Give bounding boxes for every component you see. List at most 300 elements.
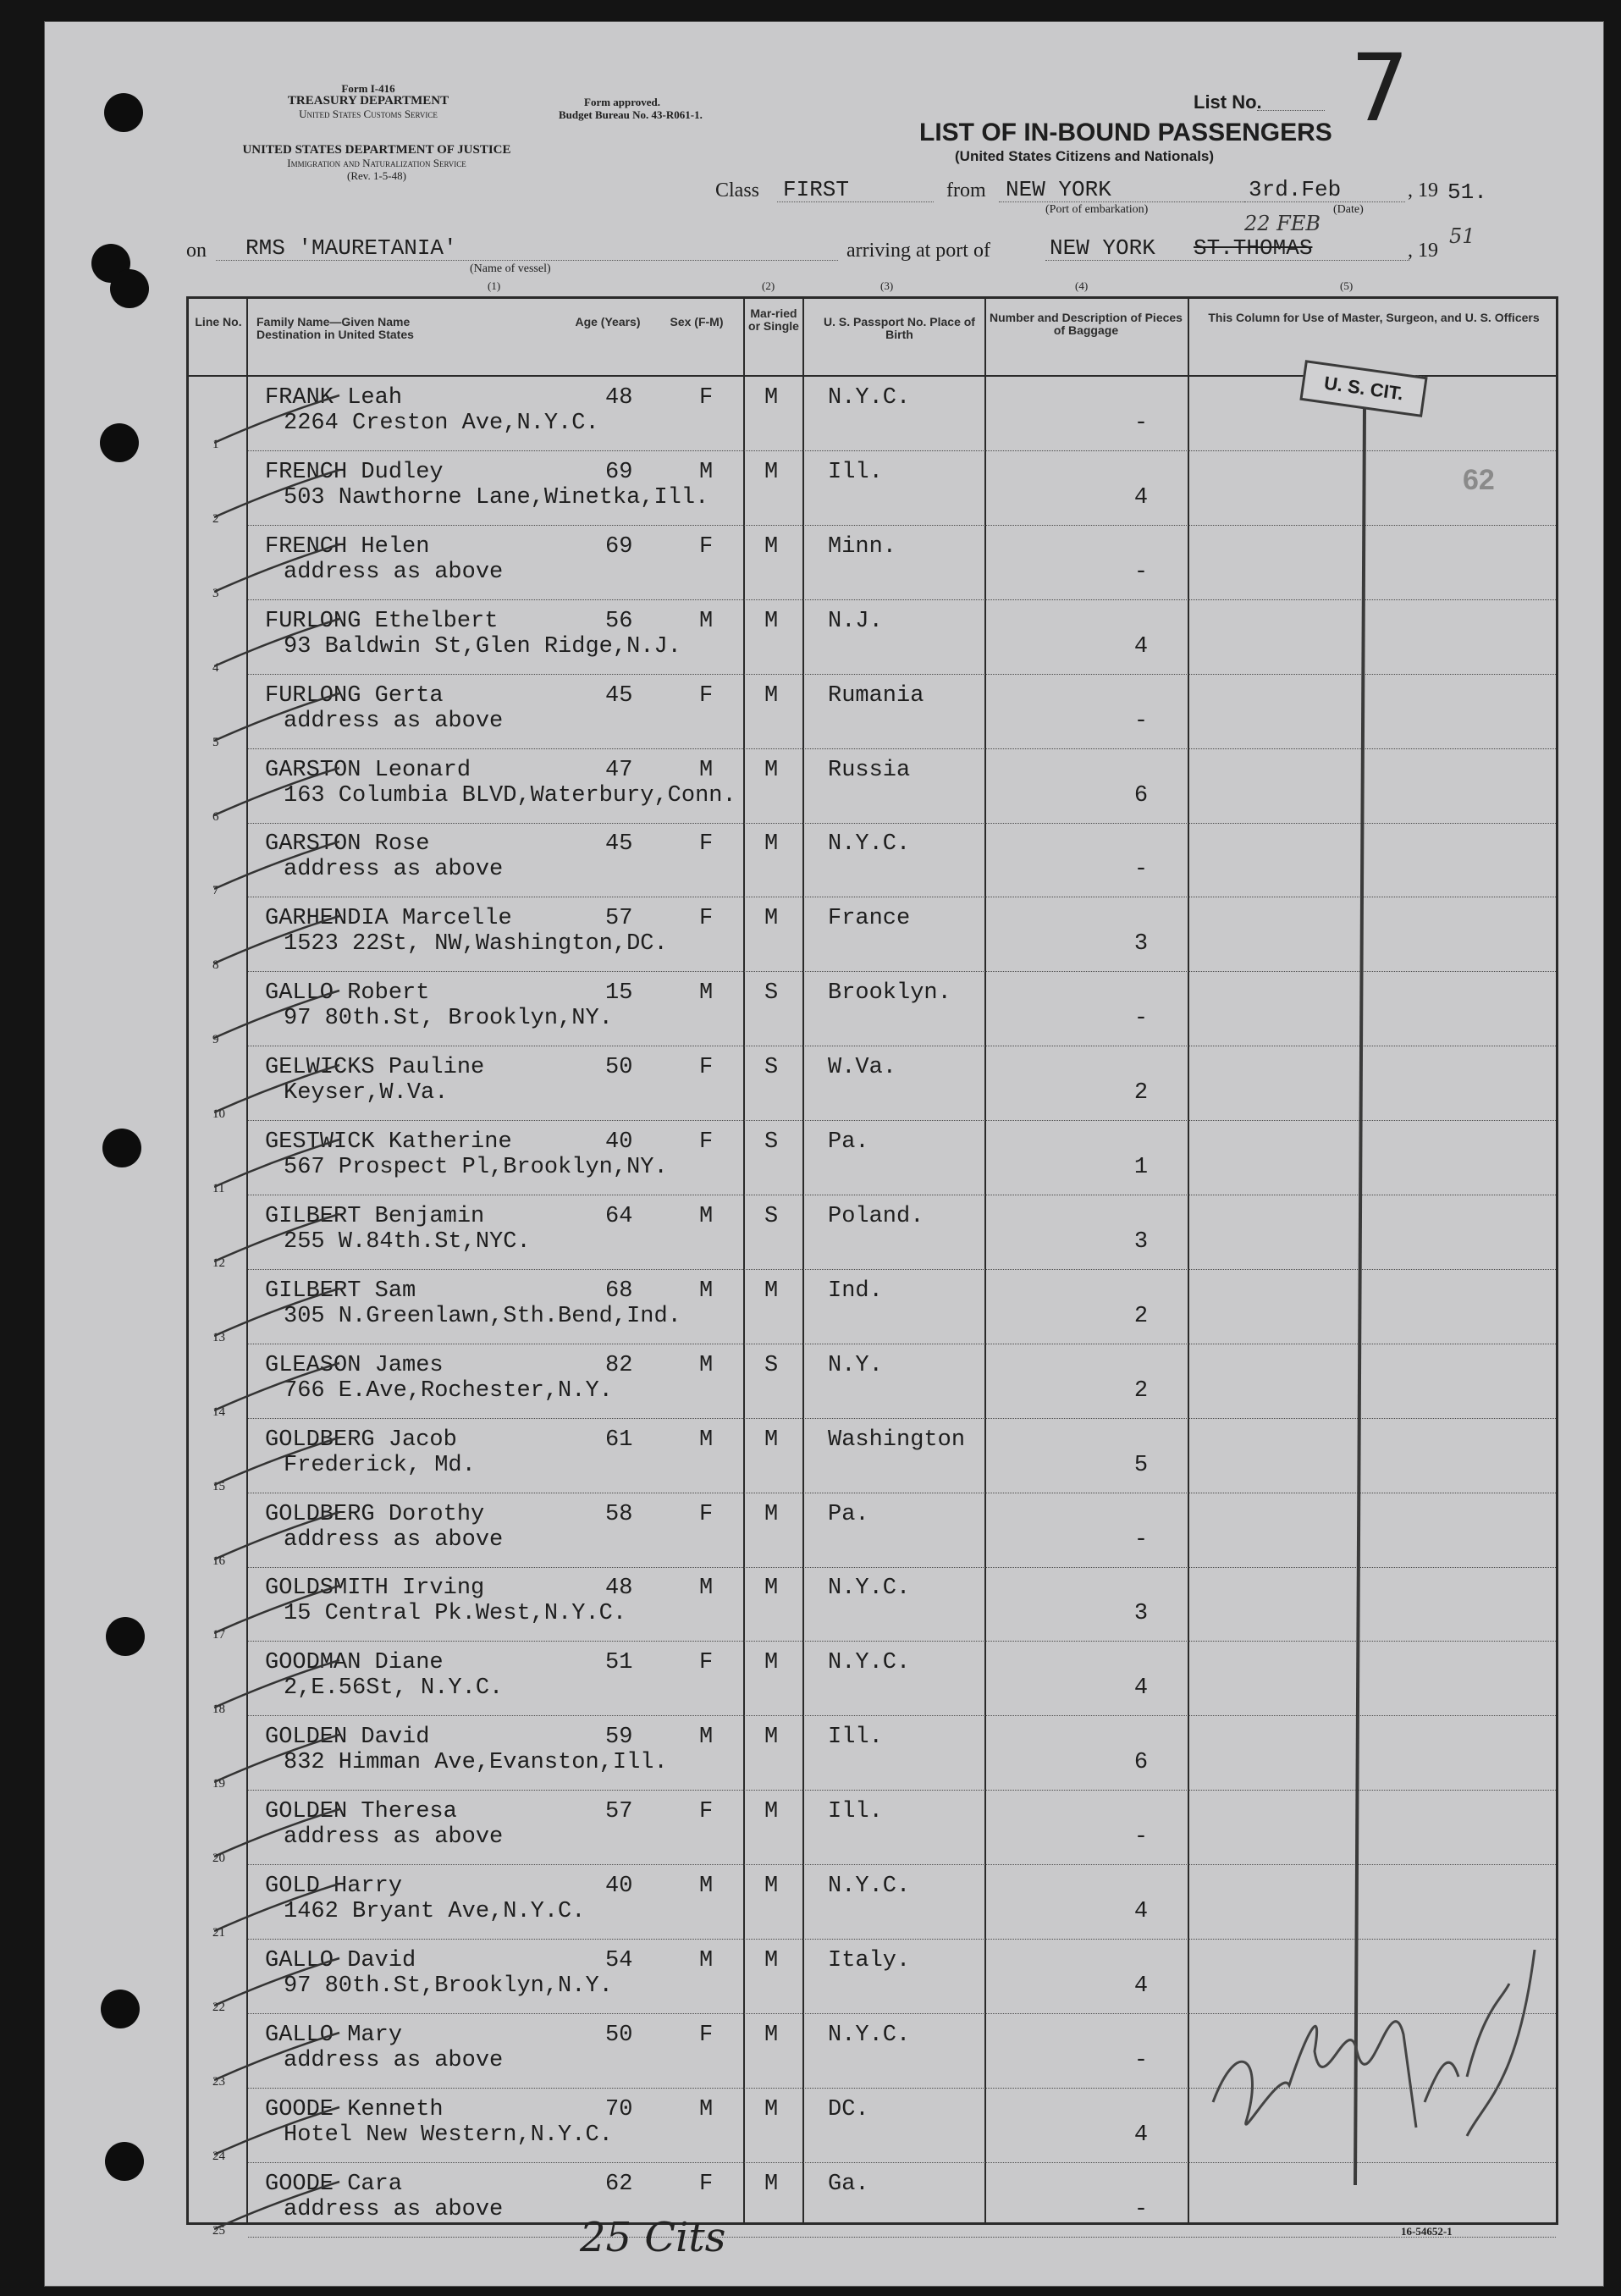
passenger-age: 69 [605, 459, 633, 485]
passenger-address: 1462 Bryant Ave,N.Y.C. [284, 1899, 586, 1924]
passenger-age: 61 [605, 1427, 633, 1453]
passenger-sex: M [699, 1352, 714, 1378]
passenger-row [189, 526, 1556, 600]
line-number: 8 [212, 958, 219, 973]
class-line [777, 201, 934, 202]
passenger-age: 47 [605, 757, 633, 783]
passenger-name: FURLONG Gerta [265, 682, 444, 709]
passenger-baggage: 6 [1133, 1750, 1149, 1776]
passenger-name: GELWICKS Pauline [265, 1055, 485, 1081]
line-number: 6 [212, 809, 219, 824]
passenger-row [189, 1270, 1556, 1344]
passenger-marital: S [764, 1352, 779, 1378]
passenger-birthplace: Minn. [828, 533, 897, 560]
passenger-baggage: 3 [1133, 1228, 1149, 1255]
passenger-row [189, 600, 1556, 675]
passenger-age: 48 [605, 1576, 633, 1602]
passenger-birthplace: Ga. [828, 2171, 869, 2197]
passenger-baggage: 4 [1133, 484, 1149, 511]
date-label: (Date) [1333, 203, 1364, 216]
form-header-left-2 [182, 144, 571, 182]
passenger-marital: S [764, 1129, 779, 1155]
line-number: 25 [212, 2223, 225, 2238]
from-label: from [946, 179, 986, 201]
passenger-address: Frederick, Md. [284, 1452, 476, 1478]
passenger-sex: M [699, 1947, 714, 1973]
passenger-birthplace: DC. [828, 2096, 869, 2122]
passenger-baggage: - [1133, 411, 1149, 436]
check-tick-mark [214, 468, 341, 519]
passenger-marital: M [764, 533, 779, 560]
form-number: Form I-416 [341, 82, 395, 95]
date-line [1244, 201, 1405, 202]
passenger-row [189, 1642, 1556, 1716]
passenger-row [189, 1865, 1556, 1940]
check-tick-mark [214, 1882, 341, 1933]
line-number: 20 [212, 1852, 225, 1866]
passenger-row [189, 972, 1556, 1046]
punch-hole [110, 269, 149, 308]
passenger-address: 255 W.84th.St,NYC. [284, 1228, 531, 1255]
line-number: 22 [212, 2000, 225, 2014]
passenger-name: FRENCH Helen [265, 533, 430, 560]
passenger-marital: M [764, 1501, 779, 1527]
passenger-name: GOLD Harry [265, 1874, 403, 1899]
passenger-baggage: 4 [1133, 2122, 1149, 2148]
passenger-marital: M [764, 1278, 779, 1304]
from-value: NEW YORK [1006, 177, 1111, 202]
passenger-birthplace: Poland. [828, 1203, 924, 1229]
line-number: 23 [212, 2074, 225, 2089]
passenger-sex: M [699, 1725, 714, 1751]
passenger-birthplace: Italy. [828, 1947, 911, 1973]
line-number: 21 [212, 1926, 225, 1940]
passenger-name: GOLDSMITH Irving [265, 1576, 485, 1602]
arriving-port: NEW YORK [1050, 235, 1155, 261]
passenger-sex: F [699, 1129, 714, 1155]
line-number: 18 [212, 1703, 225, 1717]
passenger-age: 57 [605, 1799, 633, 1825]
passenger-age: 54 [605, 1947, 633, 1973]
passenger-marital: M [764, 1650, 779, 1676]
passenger-address: 832 Himman Ave,Evanston,Ill. [284, 1750, 668, 1776]
passenger-birthplace: N.Y.C. [828, 1576, 911, 1602]
passenger-sex: M [699, 980, 714, 1007]
page-subtitle: (United States Citizens and Nationals) [955, 148, 1215, 164]
col-header-baggage: Number and Description of Pieces of Baggage [990, 311, 1183, 337]
check-tick-mark [214, 1436, 341, 1487]
passenger-row [189, 2163, 1556, 2238]
passenger-address: Hotel New Western,N.Y.C. [284, 2122, 613, 2148]
passenger-row [189, 1121, 1556, 1195]
passenger-birthplace: Pa. [828, 1129, 869, 1155]
passenger-row [189, 1195, 1556, 1270]
passenger-age: 68 [605, 1278, 633, 1304]
passenger-marital: M [764, 1799, 779, 1825]
passenger-address: 97 80th.St, Brooklyn,NY. [284, 1006, 613, 1032]
passenger-baggage: - [1133, 1006, 1149, 1032]
check-tick-mark [214, 1510, 341, 1561]
line-number: 3 [212, 586, 219, 600]
passenger-row [189, 1046, 1556, 1121]
check-tick-mark [214, 1361, 341, 1412]
check-tick-mark [214, 914, 341, 965]
list-number: 7 [1350, 34, 1409, 142]
passenger-age: 59 [605, 1725, 633, 1751]
check-tick-mark [214, 1138, 341, 1189]
passenger-baggage: - [1133, 559, 1149, 585]
check-tick-mark [214, 2106, 341, 2156]
passenger-birthplace: Pa. [828, 1501, 869, 1527]
col-header-line: Line No. [195, 315, 242, 328]
passenger-baggage: - [1133, 1824, 1149, 1851]
passenger-baggage: 4 [1133, 1973, 1149, 1999]
passenger-name: GLEASON James [265, 1352, 444, 1378]
vessel-label: (Name of vessel) [470, 262, 551, 275]
passenger-sex: F [699, 2171, 714, 2197]
passenger-sex: F [699, 2022, 714, 2048]
passenger-address: 503 Nawthorne Lane,Winetka,Ill. [284, 484, 709, 511]
passenger-birthplace: Russia [828, 757, 911, 783]
check-tick-mark [214, 2180, 341, 2231]
passenger-birthplace: Washington [828, 1427, 966, 1453]
treasury-dept: TREASURY DEPARTMENT [287, 94, 449, 108]
arriving-label: arriving at port of [846, 240, 990, 262]
passenger-sex: F [699, 1501, 714, 1527]
line-number: 10 [212, 1107, 225, 1122]
list-no-label: List No. [1194, 91, 1262, 113]
passenger-age: 51 [605, 1650, 633, 1676]
row-separator [248, 2237, 1556, 2238]
passenger-baggage: - [1133, 1526, 1149, 1553]
passenger-name: GALLO David [265, 1947, 416, 1973]
passenger-address: 2,E.56St, N.Y.C. [284, 1675, 504, 1702]
passenger-sex: F [699, 906, 714, 932]
revision: (Rev. 1-5-48) [347, 169, 406, 182]
port-embark-label: (Port of embarkation) [1045, 203, 1149, 216]
passenger-baggage: 2 [1133, 1303, 1149, 1329]
year-value: 51. [1447, 179, 1487, 205]
check-tick-mark [214, 1957, 341, 2007]
col-header-age: Age (Years) [575, 315, 641, 328]
line-number: 15 [212, 1479, 225, 1493]
passenger-age: 48 [605, 385, 633, 411]
line-number: 13 [212, 1330, 225, 1344]
passenger-address: 567 Prospect Pl,Brooklyn,NY. [284, 1155, 668, 1180]
passenger-sex: M [699, 1874, 714, 1899]
passenger-name: GARHENDIA Marcelle [265, 906, 512, 932]
passenger-address: 305 N.Greenlawn,Sth.Bend,Ind. [284, 1303, 681, 1329]
year2-prefix: , 19 [1408, 240, 1438, 262]
year2-hand: 51 [1449, 224, 1475, 248]
passenger-age: 58 [605, 1501, 633, 1527]
check-tick-mark [214, 617, 341, 668]
justice-dept: UNITED STATES DEPARTMENT OF JUSTICE [242, 143, 511, 157]
passenger-sex: M [699, 1576, 714, 1602]
passenger-age: 56 [605, 608, 633, 634]
passenger-birthplace: N.Y.C. [828, 1650, 911, 1676]
arriving-struck: ST.THOMAS [1194, 235, 1313, 261]
passenger-age: 57 [605, 906, 633, 932]
passenger-age: 45 [605, 682, 633, 709]
check-tick-mark [214, 1733, 341, 1784]
passenger-birthplace: Rumania [828, 682, 924, 709]
check-tick-mark [214, 394, 341, 444]
passenger-marital: M [764, 608, 779, 634]
passenger-age: 40 [605, 1874, 633, 1899]
passenger-name: GILBERT Benjamin [265, 1203, 485, 1229]
passenger-baggage: 3 [1133, 1601, 1149, 1627]
passenger-age: 40 [605, 1129, 633, 1155]
line-number: 2 [212, 511, 219, 526]
passenger-name: GOLDBERG Jacob [265, 1427, 457, 1453]
col-num-4: (4) [1075, 279, 1089, 292]
passenger-sex: M [699, 2096, 714, 2122]
punch-hole [102, 1129, 141, 1167]
passenger-name: GOODMAN Diane [265, 1650, 444, 1676]
customs-service: United States Customs Service [299, 108, 438, 120]
passenger-row [189, 1493, 1556, 1568]
passenger-baggage: 2 [1133, 1080, 1149, 1107]
passenger-row [189, 1419, 1556, 1493]
side-stamp: 62 [1463, 464, 1495, 496]
passenger-sex: F [699, 1650, 714, 1676]
passenger-row [189, 451, 1556, 526]
vessel-line [216, 260, 838, 261]
passenger-marital: M [764, 1947, 779, 1973]
check-tick-mark [214, 1212, 341, 1263]
passenger-age: 15 [605, 980, 633, 1007]
col-num-1: (1) [488, 279, 501, 292]
passenger-sex: F [699, 385, 714, 411]
passenger-marital: M [764, 682, 779, 709]
passenger-name: GARSTON Rose [265, 831, 430, 858]
line-number: 9 [212, 1033, 219, 1047]
passenger-baggage: - [1133, 2047, 1149, 2073]
passenger-marital: M [764, 385, 779, 411]
passenger-birthplace: N.J. [828, 608, 883, 634]
passenger-baggage: 6 [1133, 782, 1149, 809]
line-number: 24 [212, 2149, 225, 2163]
passenger-age: 70 [605, 2096, 633, 2122]
passenger-birthplace: Ill. [828, 459, 883, 485]
passenger-marital: M [764, 1874, 779, 1899]
passenger-baggage: 1 [1133, 1155, 1149, 1180]
date-value: 3rd.Feb [1249, 177, 1342, 202]
passenger-address: 163 Columbia BLVD,Waterbury,Conn. [284, 782, 736, 809]
col-header-passport: U. S. Passport No. Place of Birth [824, 315, 975, 341]
passenger-address: address as above [284, 857, 504, 883]
passenger-address: address as above [284, 2196, 504, 2222]
line-number: 11 [212, 1182, 225, 1195]
passenger-row [189, 1716, 1556, 1791]
passenger-sex: M [699, 1203, 714, 1229]
col-num-3: (3) [880, 279, 894, 292]
passenger-marital: S [764, 980, 779, 1007]
passenger-sex: M [699, 1427, 714, 1453]
passenger-address: address as above [284, 559, 504, 585]
passenger-marital: S [764, 1055, 779, 1081]
passenger-baggage: 4 [1133, 1899, 1149, 1924]
passenger-row [189, 897, 1556, 972]
line-number: 5 [212, 735, 219, 749]
page-title: LIST OF IN-BOUND PASSENGERS [919, 119, 1332, 146]
passenger-birthplace: France [828, 906, 911, 932]
passenger-sex: F [699, 1799, 714, 1825]
line-number: 17 [212, 1628, 225, 1642]
passenger-marital: M [764, 1725, 779, 1751]
passenger-name: GOODE Cara [265, 2171, 403, 2197]
col-num-5: (5) [1340, 279, 1354, 292]
passenger-birthplace: Brooklyn. [828, 980, 951, 1007]
from-line [999, 201, 1253, 202]
check-tick-mark [214, 543, 341, 593]
passenger-sex: M [699, 757, 714, 783]
passenger-sex: F [699, 831, 714, 858]
check-tick-mark [214, 1063, 341, 1114]
line-number: 4 [212, 660, 219, 675]
check-tick-mark [214, 766, 341, 817]
check-tick-mark [214, 1287, 341, 1338]
passenger-sex: M [699, 1278, 714, 1304]
punch-hole [105, 2142, 144, 2181]
passenger-name: GALLO Robert [265, 980, 430, 1007]
check-tick-mark [214, 1659, 341, 1709]
passenger-row [189, 1567, 1556, 1642]
passenger-sex: F [699, 682, 714, 709]
ins-service: Immigration and Naturalization Service [287, 157, 466, 169]
passenger-birthplace: N.Y.C. [828, 831, 911, 858]
passenger-age: 50 [605, 1055, 633, 1081]
form-approved: Form approved. [584, 96, 661, 108]
passenger-marital: M [764, 2022, 779, 2048]
class-label: Class [715, 179, 760, 201]
check-tick-mark [214, 840, 341, 891]
punch-hole [104, 93, 143, 132]
passenger-sex: M [699, 459, 714, 485]
passenger-marital: M [764, 1576, 779, 1602]
passenger-birthplace: N.Y.C. [828, 1874, 911, 1899]
passenger-address: address as above [284, 708, 504, 734]
class-value: FIRST [783, 177, 850, 202]
passenger-address: 766 E.Ave,Rochester,N.Y. [284, 1377, 613, 1404]
check-tick-mark [214, 1808, 341, 1858]
on-label: on [186, 240, 207, 262]
col-header-officers: This Column for Use of Master, Surgeon, and U. S. Officers [1208, 311, 1540, 324]
passenger-age: 64 [605, 1203, 633, 1229]
form-header-left [245, 82, 491, 120]
check-tick-mark [214, 1584, 341, 1635]
passenger-birthplace: Ill. [828, 1799, 883, 1825]
passenger-age: 62 [605, 2171, 633, 2197]
passenger-marital: M [764, 2096, 779, 2122]
passenger-row [189, 749, 1556, 824]
punch-hole [106, 1617, 145, 1656]
passenger-address: 97 80th.St,Brooklyn,N.Y. [284, 1973, 613, 1999]
passenger-birthplace: N.Y. [828, 1352, 883, 1378]
passenger-marital: M [764, 831, 779, 858]
check-tick-mark [214, 2031, 341, 2082]
line-number: 14 [212, 1405, 225, 1419]
passenger-row [189, 1344, 1556, 1419]
passenger-address: 15 Central Pk.West,N.Y.C. [284, 1601, 627, 1627]
passenger-name: GARSTON Leonard [265, 757, 471, 783]
passenger-name: GOLDEN Theresa [265, 1799, 457, 1825]
signature-scrawl [1188, 1933, 1543, 2153]
passenger-name: GESTWICK Katherine [265, 1129, 512, 1155]
passenger-baggage: - [1133, 2196, 1149, 2222]
line-number: 19 [212, 1777, 225, 1791]
passenger-name: GOODE Kenneth [265, 2096, 444, 2122]
passenger-sex: M [699, 608, 714, 634]
col-header-name: Family Name—Given Name Destination in United States [256, 315, 414, 341]
passenger-name: GOLDEN David [265, 1725, 430, 1751]
passenger-baggage: 4 [1133, 1675, 1149, 1702]
passenger-address: address as above [284, 1526, 504, 1553]
passenger-marital: M [764, 2171, 779, 2197]
passenger-marital: M [764, 906, 779, 932]
passenger-marital: M [764, 1427, 779, 1453]
passenger-birthplace: Ind. [828, 1278, 883, 1304]
passenger-address: Keyser,W.Va. [284, 1080, 449, 1107]
passenger-name: FURLONG Ethelbert [265, 608, 499, 634]
passenger-baggage: 4 [1133, 633, 1149, 660]
passenger-name: GOLDBERG Dorothy [265, 1501, 485, 1527]
passenger-address: 93 Baldwin St,Glen Ridge,N.J. [284, 633, 681, 660]
passenger-name: GILBERT Sam [265, 1278, 416, 1304]
line-number: 16 [212, 1554, 225, 1568]
us-cit-stamp-text: U. S. CIT. [1322, 372, 1405, 405]
col-header-married: Mar-ried or Single [748, 306, 799, 333]
passenger-address: address as above [284, 2047, 504, 2073]
list-no-line [1257, 110, 1325, 111]
passenger-age: 69 [605, 533, 633, 560]
form-approval [559, 96, 787, 121]
arriving-line [1045, 260, 1409, 261]
passenger-sex: F [699, 533, 714, 560]
line-number: 12 [212, 1256, 225, 1270]
check-tick-mark [214, 692, 341, 742]
passenger-baggage: 2 [1133, 1377, 1149, 1404]
passenger-row [189, 823, 1556, 897]
passenger-row [189, 1791, 1556, 1865]
passenger-baggage: 5 [1133, 1452, 1149, 1478]
form-code: 16-54652-1 [1401, 2225, 1453, 2238]
passenger-age: 82 [605, 1352, 633, 1378]
year-prefix: , 19 [1408, 179, 1438, 201]
arriving-date-hand: 22 FEB [1244, 212, 1321, 235]
col-num-2: (2) [762, 279, 775, 292]
passenger-address: 1523 22St, NW,Washington,DC. [284, 931, 668, 958]
passenger-birthplace: N.Y.C. [828, 2022, 911, 2048]
check-tick-mark [214, 989, 341, 1040]
passenger-address: 2264 Creston Ave,N.Y.C. [284, 411, 599, 436]
passenger-birthplace: Ill. [828, 1725, 883, 1751]
budget-bureau: Budget Bureau No. 43-R061-1. [559, 108, 703, 121]
passenger-name: FRANK Leah [265, 385, 403, 411]
bottom-note: 25 Cits [580, 2214, 726, 2261]
passenger-name: FRENCH Dudley [265, 459, 444, 485]
passenger-baggage: - [1133, 857, 1149, 883]
passenger-baggage: - [1133, 708, 1149, 734]
passenger-address: address as above [284, 1824, 504, 1851]
passenger-marital: S [764, 1203, 779, 1229]
col-header-sex: Sex (F-M) [670, 315, 724, 328]
passenger-marital: M [764, 459, 779, 485]
passenger-age: 45 [605, 831, 633, 858]
vessel-name: RMS 'MAURETANIA' [245, 235, 457, 261]
passenger-marital: M [764, 757, 779, 783]
